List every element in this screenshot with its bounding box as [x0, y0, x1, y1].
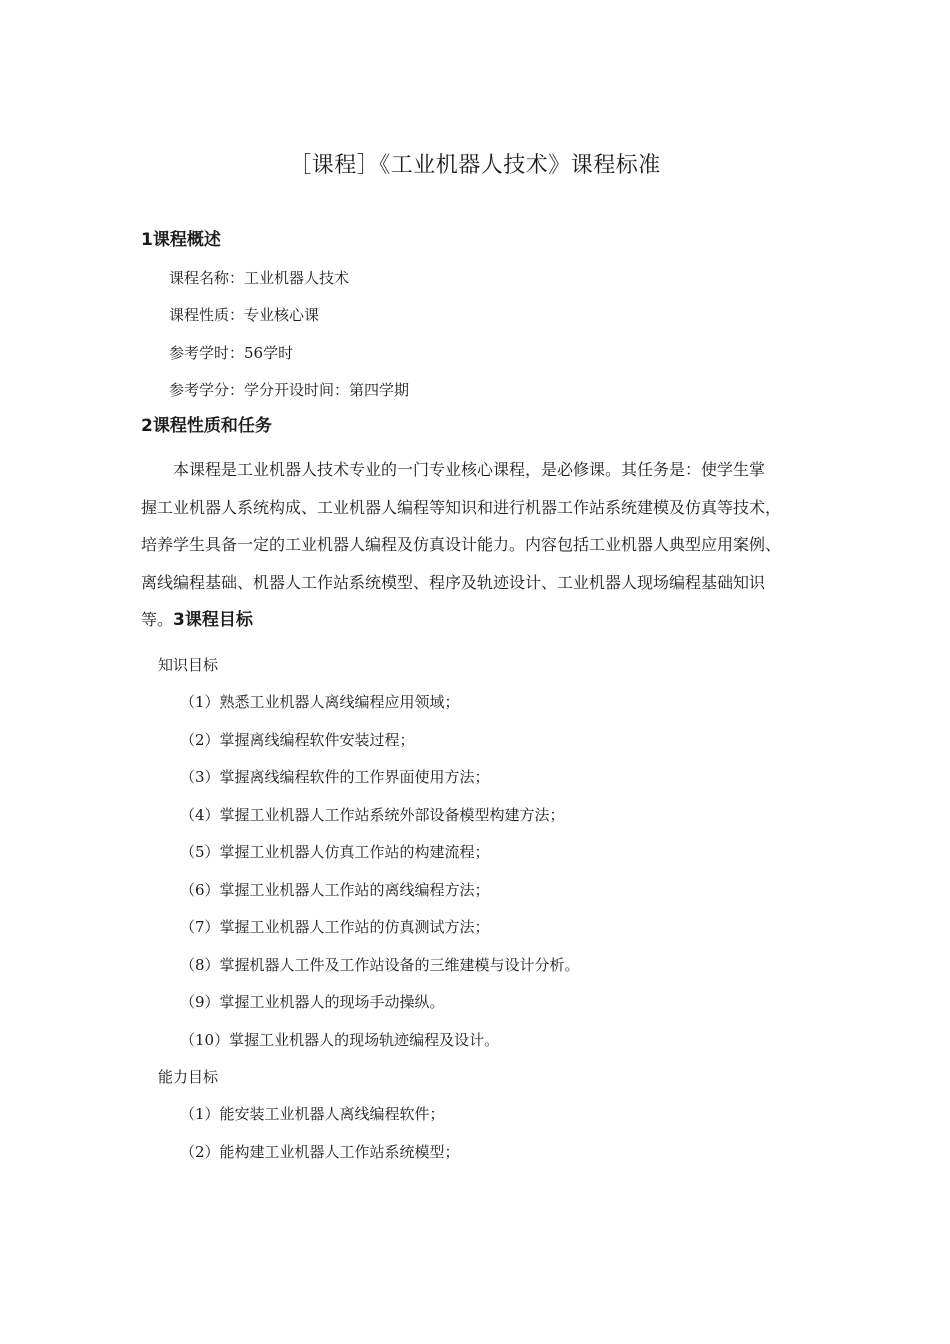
knowledge-item: （9）掌握工业机器人的现场手动操纵。 — [180, 993, 445, 1011]
ability-item: （1）能安装工业机器人离线编程软件； — [180, 1105, 445, 1123]
knowledge-item: （6）掌握工业机器人工作站的离线编程方法； — [180, 881, 490, 899]
knowledge-item: （10）掌握工业机器人的现场轨迹编程及设计。 — [180, 1031, 500, 1049]
document-title: ［课程］《工业机器人技术》课程标准 — [289, 153, 661, 178]
course-credits-line: 参考学分：学分开设时间：第四学期 — [169, 381, 410, 399]
ability-goals-label: 能力目标 — [158, 1068, 219, 1086]
knowledge-item: （5）掌握工业机器人仿真工作站的构建流程； — [180, 843, 490, 861]
knowledge-item: （7）掌握工业机器人工作站的仿真测试方法； — [180, 918, 490, 936]
paragraph-line: 等。3课程目标 — [141, 610, 253, 630]
knowledge-item: （8）掌握机器人工件及工作站设备的三维建模与设计分析。 — [180, 956, 580, 974]
course-hours-line: 参考学时：56学时 — [169, 344, 294, 362]
course-name-line: 课程名称：工业机器人技术 — [169, 269, 350, 287]
knowledge-item: （4）掌握工业机器人工作站系统外部设备模型构建方法； — [180, 806, 565, 824]
knowledge-item: （2）掌握离线编程软件安装过程； — [180, 731, 415, 749]
section-2-paragraph — [141, 451, 811, 640]
section-3-heading: 3课程目标 — [173, 610, 253, 630]
paragraph-line: 培养学生具备一定的工业机器人编程及仿真设计能力。内容包括工业机器人典型应用案例、 — [141, 535, 782, 554]
knowledge-item: （3）掌握离线编程软件的工作界面使用方法； — [180, 768, 490, 786]
section-2-heading: 2课程性质和任务 — [141, 416, 272, 436]
paragraph-line: 握工业机器人系统构成、工业机器人编程等知识和进行机器工作站系统建模及仿真等技术， — [141, 497, 782, 517]
section-1-heading: 1课程概述 — [141, 230, 221, 250]
paragraph-line: 本课程是工业机器人技术专业的一门专业核心课程，是必修课。其任务是：使学生掌 — [173, 460, 766, 479]
paragraph-line: 离线编程基础、机器人工作站系统模型、程序及轨迹设计、工业机器人现场编程基础知识 — [141, 572, 766, 592]
course-nature-line: 课程性质：专业核心课 — [169, 306, 320, 324]
knowledge-item: （1）熟悉工业机器人离线编程应用领域； — [180, 693, 460, 711]
ability-item: （2）能构建工业机器人工作站系统模型； — [180, 1143, 460, 1161]
knowledge-goals-label: 知识目标 — [158, 656, 219, 674]
